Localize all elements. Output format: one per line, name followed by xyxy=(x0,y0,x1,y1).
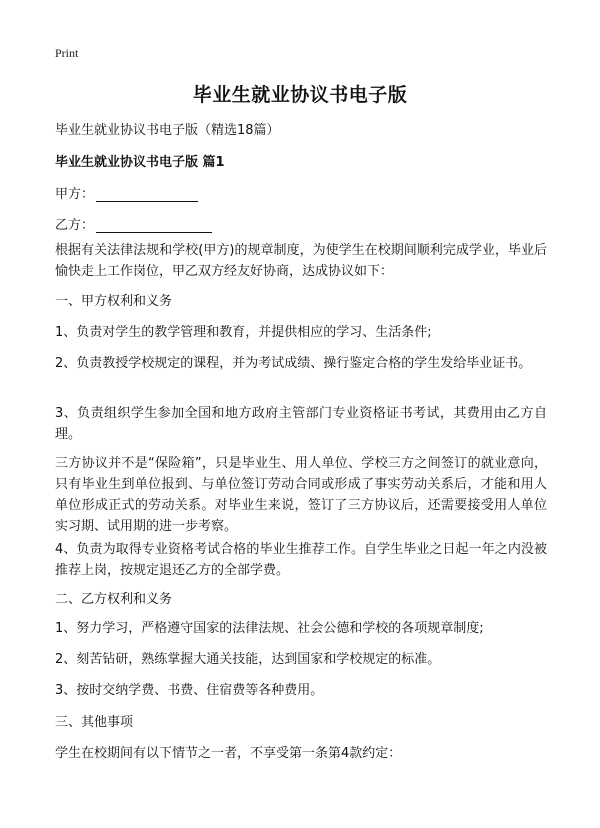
page-title: 毕业生就业协议书电子版 xyxy=(192,84,408,106)
party-a-label: 甲方： xyxy=(55,187,95,202)
section-heading: 毕业生就业协议书电子版 篇1 xyxy=(55,155,225,170)
party-b-line xyxy=(55,214,212,233)
document-subtitle: 毕业生就业协议书电子版（精选18篇） xyxy=(55,123,280,138)
print-link[interactable]: Print xyxy=(55,46,79,60)
party-a-item-2: 2、负责教授学校规定的课程，并为考试成绩、操行鉴定合格的学生发给毕业证书。 xyxy=(55,356,532,371)
party-b-label: 乙方： xyxy=(55,218,95,233)
party-a-line xyxy=(55,183,198,202)
party-b-blank xyxy=(96,218,212,233)
intro-paragraph: 根据有关法律法规和学校(甲方)的规章制度，为使学生在校期间顺利完成学业，毕业后愉快走上工作岗位，甲乙双方经友好协商，达成协议如下： xyxy=(55,243,547,279)
party-a-item-4: 4、负责为取得专业资格考试合格的毕业生推荐工作。自学生毕业之日起一年之内没被推荐上岗，按规定退还乙方的全部学费。 xyxy=(55,542,547,578)
other-matters-heading: 三、其他事项 xyxy=(55,715,134,730)
party-a-item-1: 1、负责对学生的教学管理和教育，并提供相应的学习、生活条件; xyxy=(55,325,432,340)
party-a-item-3: 3、负责组织学生参加全国和地方政府主管部门专业资格证书考试，其费用由乙方自理。 xyxy=(55,406,547,442)
party-b-rights-heading: 二、乙方权利和义务 xyxy=(55,592,173,607)
tripartite-note-paragraph: 三方协议并不是“保险箱”，只是毕业生、用人单位、学校三方之间签订的就业意向，只有毕业生到单位报到、与单位签订劳动合同或形成了事实劳动关系后，才能和用人单位形成正式的劳动关系。对毕业生来说，签订了三方协议后，还需要接受用人单位实习期、试用期的进一步考察。 xyxy=(55,456,547,534)
party-a-rights-heading: 一、甲方权利和义务 xyxy=(55,294,173,309)
party-b-item-2: 2、刻苦钻研，熟练掌握大通关技能，达到国家和学校规定的标准。 xyxy=(55,652,441,667)
party-b-item-3: 3、按时交纳学费、书费、住宿费等各种费用。 xyxy=(55,683,324,698)
party-b-item-1: 1、努力学习，严格遵守国家的法律法规、社会公德和学校的各项规章制度; xyxy=(55,621,484,636)
party-a-blank xyxy=(96,187,198,202)
other-matters-paragraph: 学生在校期间有以下情节之一者，不享受第一条第4款约定： xyxy=(55,746,402,761)
